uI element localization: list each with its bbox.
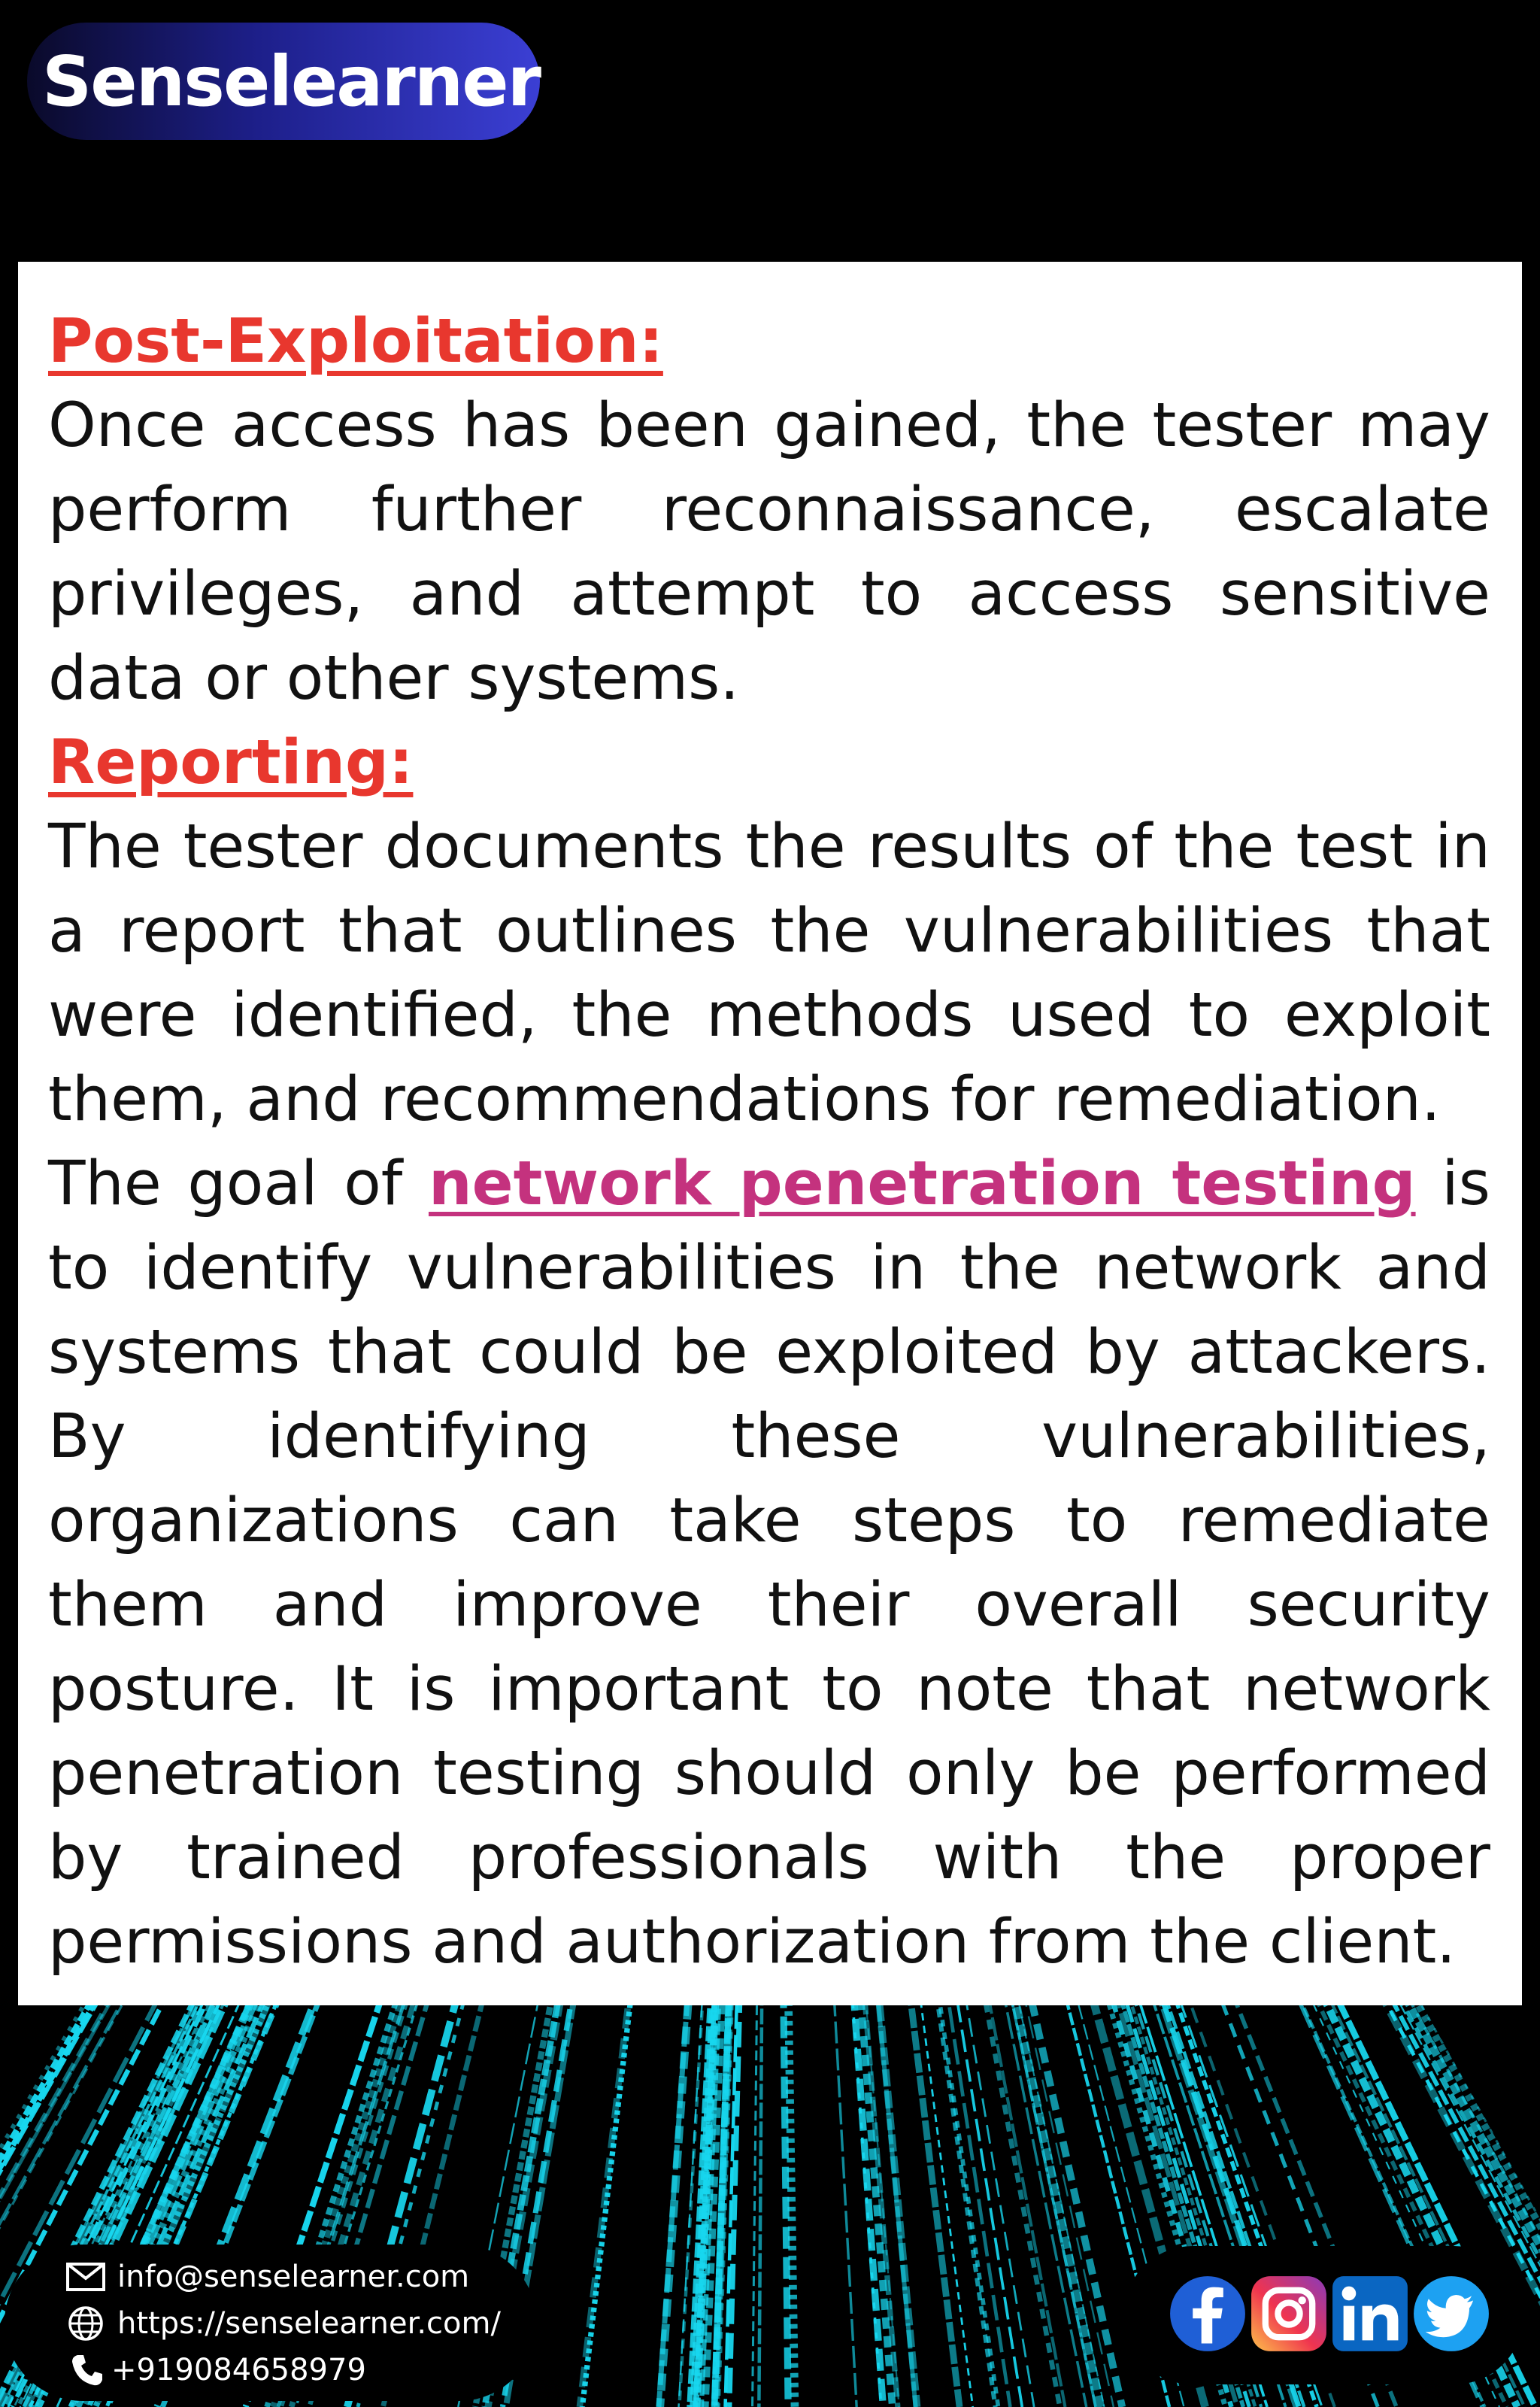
mail-icon	[65, 2258, 107, 2296]
linkedin-icon[interactable]	[1331, 2275, 1409, 2353]
website-text: https://senselearner.com/	[117, 2306, 501, 2341]
section-heading-reporting: Reporting:	[48, 727, 414, 798]
section-body-post-exploitation: Once access has been gained, the tester may perform further reconnaissance, escalate privileges, and attempt to access sensitive data or other systems.	[48, 390, 1490, 714]
streak-line	[660, 1953, 692, 2407]
facebook-icon[interactable]	[1169, 2275, 1247, 2353]
phone-icon	[69, 2351, 105, 2389]
network-penetration-testing-link[interactable]: network penetration testing	[428, 1149, 1416, 1219]
contact-phone[interactable]	[69, 2351, 366, 2389]
brand-logo[interactable]	[27, 23, 540, 140]
contact-website[interactable]	[65, 2305, 501, 2342]
section-body-reporting: The tester documents the results of the test in a report that outlines the vulnerabilities that were identified, the methods used to exploit them, and recommendations for remediation.	[48, 812, 1490, 1135]
closing-paragraph	[48, 1142, 1490, 1984]
closing-suffix: is to identify vulnerabilities in the network and systems that could be exploited by attackers. By identifying these vulnerabilities, organizations can take steps to remediate them and improve their overall security posture. It is important to note that network penetration testing should only be performed by trained professionals with the proper permissions and authorization from the client.	[48, 1149, 1490, 1978]
streak-line	[759, 1971, 762, 2407]
phone-text: +919084658979	[111, 2353, 366, 2387]
content-card	[18, 262, 1522, 2005]
contact-email[interactable]	[65, 2258, 469, 2296]
globe-icon	[65, 2305, 107, 2342]
instagram-icon[interactable]	[1250, 2275, 1328, 2353]
section-heading-post-exploitation: Post-Exploitation:	[48, 306, 663, 377]
twitter-icon[interactable]	[1412, 2275, 1490, 2353]
social-links	[1123, 2246, 1523, 2384]
contact-panel	[5, 2245, 537, 2401]
closing-prefix: The goal of	[48, 1149, 429, 1219]
brand-name: Senselearner	[42, 41, 540, 122]
email-text: info@senselearner.com	[117, 2260, 470, 2294]
